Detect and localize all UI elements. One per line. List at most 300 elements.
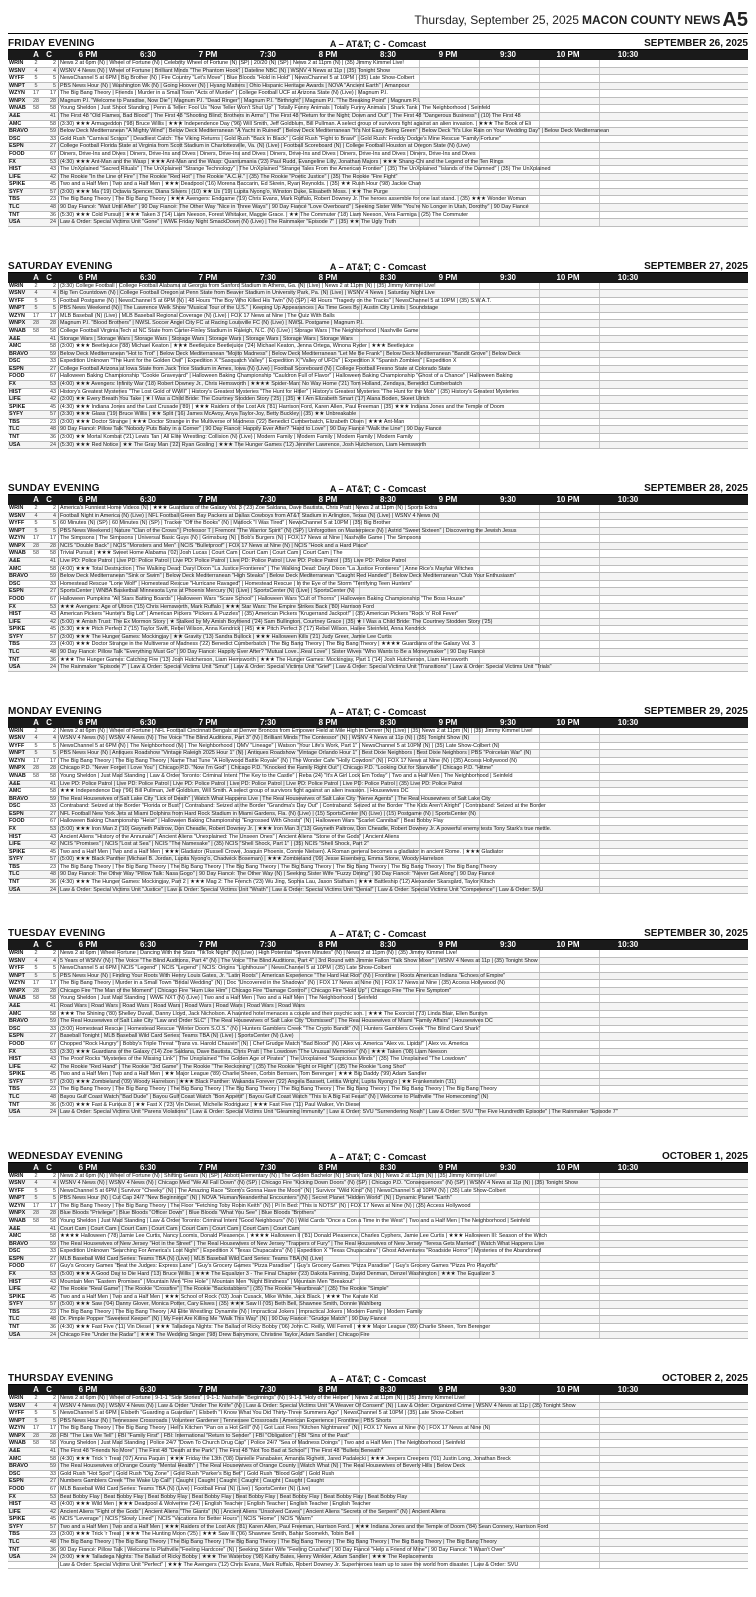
channel-number-att — [30, 1547, 42, 1554]
channel-number-comcast: 41 — [50, 335, 56, 342]
channel-number-comcast: 48 — [50, 1538, 56, 1545]
program-listing: Gold Rush "Carnival Scraps" | Deadliest Catch: The Viking Returns | Gold Rush "Back In Black" | Gold Rush "Fight to Brawl" | Gold Rush: Freddy Dodge's Mine Rescue "Family Fortune" — [60, 135, 501, 142]
program-listing: The Big Bang Theory | The Big Bang Theory | The Big Bang Theory | The Big Bang Theory | The Big Bang Theory | The Big Bang Theory | The Big Bang Theory | The Big Bang Theory — [60, 1538, 497, 1545]
channel-number-comcast: 53 — [50, 158, 56, 165]
program-listing: WSNV 4 News (N) | WSNV 4 News (N) | Chicago Med "We All Fall Down" (N) (SP) | Chicago Fire "Kicking Down Doors" (N) (SP) | Chicago P.D. "Consequences" (N) (SP) | WSNV 4 News at 11p (N) | (35) Tonight Show — [60, 1180, 578, 1187]
channel-number-att: 5 — [34, 1195, 38, 1202]
program-grid — [58, 1471, 748, 1478]
channel-row — [8, 1003, 748, 1011]
channel-number-comcast: 48 — [50, 1316, 56, 1323]
channel-number-att: 5 — [34, 965, 38, 972]
channel-number-comcast: 33 — [50, 803, 56, 810]
channel-number-att: 4 — [34, 957, 38, 964]
program-grid — [58, 535, 748, 542]
channel-number-att — [30, 1011, 42, 1018]
channel-number-comcast: 45 — [50, 403, 56, 410]
channel-number-comcast: 48 — [50, 871, 56, 878]
channel-call-sign: ESPN — [9, 588, 24, 595]
program-grid — [58, 1463, 748, 1470]
time-slot-label: 6 PM — [78, 717, 98, 727]
channel-number-comcast: 67 — [50, 1040, 56, 1047]
channel-number-comcast: 27 — [50, 1478, 56, 1485]
program-grid — [58, 743, 748, 750]
channel-number-att: 28 — [33, 765, 39, 772]
time-slot-label: 9:30 — [499, 940, 516, 949]
time-slot-label: 9:30 — [499, 272, 516, 282]
channel-row — [8, 604, 748, 612]
program-grid — [58, 396, 748, 403]
channel-number-att — [30, 596, 42, 603]
channel-number-comcast: 42 — [50, 841, 56, 848]
channel-row — [8, 411, 748, 419]
channel-call-sign: WRIN — [9, 282, 24, 289]
program-listing: Big Ten Countdown (N) | College Football Oregon at Penn State from Beaver Stadium in University Park, Pa. (N) (Live) | WSNV 4 News | Saturday Night Live — [60, 290, 435, 297]
channel-call-sign: TLC — [9, 648, 20, 655]
program-listing: Two and a Half Men | Two and a Half Men | ★★★ Gladiator (Russell Crowe, Joaquin Phoenix, Connie Nielsen). A Roman general becomes a gladiator in ancient Rome. | ★★★ Gladiator — [60, 848, 504, 855]
channel-number-comcast: 53 — [50, 826, 56, 833]
channel-call-sign: FX — [9, 158, 16, 165]
time-slot-label: 10 PM — [556, 1385, 580, 1394]
channel-call-sign: FOOD — [9, 1485, 25, 1492]
channel-row — [8, 113, 748, 121]
day-name: WEDNESDAY EVENING — [8, 1150, 124, 1162]
channel-call-sign: FX — [9, 1493, 16, 1500]
channel-number-comcast: 67 — [50, 150, 56, 157]
program-listing: PBS News Weekend (N) | The Lawrence Welk Show "Musical Tour of the U.S." | Keeping Up Appearances | As Time Goes By | Austin City Limits | Soundstage — [60, 305, 439, 312]
channel-number-att: 58 — [33, 1440, 39, 1447]
time-slot-label: 6 PM — [78, 50, 98, 59]
program-listing: PBS News Hour (N) | Cut Cap 24/7 "New Beginnings" (N) | NOVA "Human/Neanderthal Encounters" (N) | Secret Planet "Hidden World" (N) | Dynamic Planet "Earth" — [60, 1195, 452, 1202]
program-grid — [58, 1440, 748, 1447]
program-grid — [58, 980, 748, 987]
channel-call-sign: WSNV — [9, 1402, 26, 1409]
program-listing: News 2 at 6pm (N) | Wheel of Fortune | 9-1-1 "Side Stories" | 9-1-1: Nashville "Beginnings" (N) | 9-1-1 "Holy of the Helper" | News 2 at 11pm (N) | (35) Jimmy Kimmel Live! — [60, 1395, 466, 1401]
channel-number-att — [30, 1079, 42, 1086]
channel-number-comcast: 48 — [50, 1093, 56, 1100]
program-grid — [58, 305, 748, 312]
column-call-header — [8, 940, 30, 950]
program-listing: The First 48 "Old Flames, Bad Blood" | The First 48 "Shooting Blind; Brothers in Arms" | The First 48 "Return for the Night; Down and Out" | The First 48 "Dangerous Business" | (10) The First 48 — [60, 113, 521, 120]
channel-number-comcast: 58 — [50, 327, 56, 334]
channel-call-sign: WZYN — [9, 757, 25, 764]
program-grid — [58, 573, 748, 580]
program-listing: Law & Order: Special Victims Unit "Gone" | WWE Friday Night SmackDown (N) (Live) | The Rainmaker "Episode 7" | (35) ★★ The Ugly Truth — [60, 219, 397, 226]
program-grid — [58, 1539, 748, 1546]
program-listing: Below Deck Mediterranean "Hot to Trot" | Below Deck Mediterranean "Mojito Madness" | Below Deck Mediterranean "Let Me Be Frank" | Below Deck Mediterranean "Bandit Grove" | Below Deck — [60, 350, 521, 357]
channel-number-comcast: 17 — [50, 1202, 56, 1209]
channel-number-att — [30, 879, 42, 886]
channel-row — [8, 596, 748, 604]
time-slot-label: 8:30 — [379, 940, 396, 949]
channel-number-comcast: 45 — [50, 848, 56, 855]
channel-row — [8, 1271, 748, 1279]
channel-number-comcast: 4 — [53, 290, 56, 297]
channel-number-comcast: 57 — [50, 411, 56, 418]
channel-number-att: 28 — [33, 97, 39, 104]
page-date: Thursday, September 25, 2025 — [414, 12, 579, 27]
program-listing: Baseball Tonight | MLB Baseball Wild Card Series: Teams TBA (N) (Live) | SportsCenter (N) (Live) — [60, 1033, 294, 1040]
program-grid — [58, 434, 748, 441]
channel-call-sign: AMC — [9, 1455, 22, 1462]
channel-row — [8, 535, 748, 543]
channel-number-comcast: 36 — [50, 1101, 56, 1108]
program-listing: Trivial Pursuit | ★★★ Sweet Home Alabama ('02) Josh Lucas | Court Cam | Court Cam | Court Cam | Court Cam | The — [60, 550, 343, 557]
channel-number-att — [30, 1049, 42, 1056]
program-grid — [58, 1210, 748, 1217]
column-c-header: C — [46, 1162, 52, 1172]
time-slot-label: 8 PM — [318, 940, 338, 949]
program-grid — [58, 1256, 748, 1263]
program-grid — [58, 1301, 748, 1308]
channel-number-comcast: 36 — [50, 211, 56, 218]
channel-call-sign: SPIKE — [9, 848, 26, 855]
channel-row — [8, 1418, 748, 1426]
channel-number-comcast: 45 — [50, 1516, 56, 1523]
channel-call-sign: DSC — [9, 1248, 21, 1255]
channel-row — [8, 1301, 748, 1309]
channel-call-sign: TBS — [9, 641, 20, 648]
channel-call-sign: WNAB — [9, 327, 26, 334]
program-grid — [58, 634, 748, 641]
channel-number-att: 28 — [33, 1432, 39, 1439]
time-slot-label: 10 PM — [556, 272, 580, 282]
day-date: SEPTEMBER 28, 2025 — [644, 483, 748, 494]
program-grid — [58, 60, 748, 67]
channel-number-att — [30, 113, 42, 120]
day-date: SEPTEMBER 27, 2025 — [644, 260, 748, 272]
channel-number-comcast: 43 — [50, 611, 56, 618]
channel-row — [8, 1440, 748, 1448]
channel-number-att — [30, 781, 42, 788]
program-grid — [58, 1403, 748, 1410]
column-c-header: C — [46, 272, 52, 282]
program-grid — [58, 995, 748, 1002]
channel-call-sign: TNT — [9, 1324, 20, 1331]
channel-row — [8, 389, 748, 397]
channel-number-att — [30, 856, 42, 863]
channel-number-att — [30, 1301, 42, 1308]
time-slot-label: 8 PM — [318, 50, 338, 59]
program-listing: News 2 at 6pm (N) | Wheel of Fortune | NFL Football Cincinnati Bengals at Denver Broncos from Empower Field at Mile High in Denver (N) (Live) | (35) News 2 at 11pm (N) | (35) Jimmy Kimmel Live! — [60, 727, 533, 734]
channel-call-sign: TNT — [9, 1546, 20, 1553]
program-grid — [58, 1562, 748, 1569]
channel-number-att: 2 — [34, 505, 38, 511]
program-grid — [58, 196, 748, 203]
channel-number-comcast: 5 — [53, 742, 56, 749]
channel-number-comcast: 53 — [50, 381, 56, 388]
channel-row — [8, 181, 748, 189]
program-grid — [58, 166, 748, 173]
channel-number-comcast: 5 — [53, 75, 56, 82]
channel-call-sign: FOOD — [9, 818, 25, 825]
program-listing: (4:30) ★★★ The Hunger Games: Mockingjay, Part 2 | ★★★ Mag 2: The French ('23) Wu Jing, Sophia Lau, Jason Statham | ★★★ Battleship ('12) Alexander Skarsgård, Taylor Kitsch — [60, 879, 495, 886]
channel-row — [8, 1486, 748, 1494]
channel-row — [8, 1494, 748, 1502]
program-grid — [58, 1554, 748, 1561]
channel-number-comcast: 48 — [50, 426, 56, 433]
channel-row — [8, 1425, 748, 1433]
channel-row — [8, 128, 748, 136]
program-listing: (3:00) Homestead Rescue | Homestead Rescue "Winter Doom S.O.S." (N) | Hunters Gamblers Creek "The Crypto Bandit" (N) | Hunters Gamblers Creek "The Blind Card Shark" — [60, 1025, 481, 1032]
program-grid — [58, 750, 748, 757]
channel-row — [8, 826, 748, 834]
column-a-header: A — [33, 50, 39, 59]
program-listing: 90 Day Fiancé: The Other Way "Pillow Talk: Nasa Gogo" | 90 Day Fiancé: The Other Way (N) | Seeking Sister Wife "Fuzzy Dining" | 90 Day Fiancé: "Never Get Along" | 90 Day Fiancé — [60, 871, 495, 878]
channel-number-att — [30, 796, 42, 803]
channel-call-sign: WSNV — [9, 957, 26, 964]
channel-number-att — [30, 404, 42, 411]
program-grid — [58, 75, 748, 82]
channel-row — [8, 196, 748, 204]
program-grid — [58, 1102, 748, 1109]
column-c-header: C — [46, 50, 52, 59]
channel-call-sign: HIST — [9, 833, 22, 840]
channel-number-comcast: 24 — [50, 1554, 56, 1561]
day-name: SATURDAY EVENING — [8, 260, 113, 272]
program-grid — [58, 1309, 748, 1316]
channel-call-sign: SPIKE — [9, 181, 26, 188]
channel-row — [8, 442, 748, 450]
channel-number-comcast: 58 — [50, 120, 56, 127]
program-listing: Gold Rush "Hot Spot" | Gold Rush "Dig Zone" | Gold Rush "Parker's Big Bet" | Gold Rush "Blood Gold" | Gold Rush — [60, 1470, 335, 1477]
program-grid — [58, 313, 748, 320]
channel-number-comcast: 5 — [53, 750, 56, 757]
program-grid — [58, 343, 748, 350]
program-grid — [58, 1332, 748, 1339]
channel-number-comcast: 67 — [50, 373, 56, 380]
program-grid — [58, 1425, 748, 1432]
provider-legend: A – AT&T; C - Comcast — [329, 39, 427, 49]
program-listing: 60 Minutes (N) (SP) | 60 Minutes (N) (SP) | Tracker "Off the Books" (N) | Matlock "I Was Tired" | NewsChannel 5 at 10PM | (35) Big Brother — [60, 520, 391, 527]
program-listing: NewsChannel 5 at 6PM | Big Brother (N) | Fire Country "Let's Move" | Blue Bloods "Hold in Hold" | NewsChannel 5 at 10PM | (35) Late Show-Colbert — [60, 75, 415, 82]
channel-row — [8, 803, 748, 811]
channel-number-att: 5 — [34, 1417, 38, 1424]
channel-call-sign: SYFY — [9, 1078, 24, 1085]
program-listing: College Football Florida State at Virginia from Scott Stadium in Charlottesville, Va. (N) (Live) | Football Scoreboard (N) | College Football Houston at Oregon State (N) (Live) — [60, 143, 470, 150]
channel-number-comcast: 23 — [50, 863, 56, 870]
channel-number-att: 4 — [34, 735, 38, 742]
program-listing: (4:00) ★★★ Total Destruction | The Walking Dead: Daryl Dixon "La Justice Frontieres" | The Walking Dead: Daryl Dixon "La Justice Frontieres" | Anne Rice's Mayfair Witches — [60, 565, 474, 572]
program-listing: WSNV 4 News (N) | WSNV 4 News (N) | The Voice "The Blind Auditions, Part 3" (N) | Brilliant Minds "The Contessor" (N) | WSNV 4 News at 11p (N) | (35) Tonight Show (N) — [60, 735, 470, 742]
time-slot-label: 6 PM — [78, 495, 98, 504]
program-listing: The First 48 "Friends No More" | The First 48 "Death at the Park" | The First 48 "Not Too Bad at School" | The First 48 "Bullets Beneath" — [60, 1448, 383, 1455]
program-listing: The Big Bang Theory | Murder in a Small Town "Bridal Wedding" (N) | Doc "Uncovered in the Shadows" (N) | FOX 17 News at Nine (N) | FOX 17 News at Nine | (35) Access Hollywood (N) — [60, 980, 505, 987]
program-grid — [58, 298, 748, 305]
channel-number-comcast: 5 — [53, 527, 56, 534]
channel-number-comcast: 33 — [50, 358, 56, 365]
time-slot-label: 6:30 — [139, 50, 156, 59]
program-listing: (3:30) ★★★ Guardians of the Galaxy ('14) Zoe Saldana, Dave Bautista, Chris Pratt | The Lowdown "The Unusual Memories" (N) | ★★★ Taken ('08) Liam Neeson — [60, 1048, 447, 1055]
program-grid — [58, 1448, 748, 1455]
channel-row — [8, 818, 748, 826]
program-listing: Mountain Men "Eastern Promises" | Mountain Men "Fire Hole" | Mountain Men "Night Blindness" | Mountain Men "Breakout" — [60, 1278, 355, 1285]
channel-number-att — [30, 849, 42, 856]
channel-number-att — [30, 1539, 42, 1546]
channel-number-comcast: 27 — [50, 1255, 56, 1262]
channel-number-att — [30, 1064, 42, 1071]
channel-row — [8, 988, 748, 996]
channel-number-att: 58 — [33, 995, 39, 1002]
channel-row — [8, 1531, 748, 1539]
program-listing: The Proof Rocks "Mysteries of the Missing Link" | The Unxplained "The Golden Age of Pirates" | The Unxplained "Suspicious Minds" | (35) The Unxplained "The Lowdown" — [60, 1056, 467, 1063]
program-grid — [58, 1188, 748, 1195]
program-grid — [58, 788, 748, 795]
program-listing: (3:00) ★★★ Trick 'r Treat | ★★★ The Hunting Moon ('25) | ★★★ Saw III ('06) Shawnee Smith, Bahar Soomekh, Tobin Bell — [60, 1531, 354, 1538]
channel-number-att — [30, 143, 42, 150]
channel-call-sign: ESPN — [9, 810, 24, 817]
program-grid — [58, 1173, 748, 1180]
channel-call-sign: BRAVO — [9, 1018, 29, 1025]
channel-call-sign: TLC — [9, 871, 20, 878]
channel-row — [8, 320, 748, 328]
channel-number-att: 28 — [33, 1210, 39, 1217]
program-listing: Young Sheldon | Just Shoot Standing | Penn & Teller: Fool Us "Now Teller Won't Shut Up" | Totally Funny Animals | Totally Funny Animals | Shark Tank | The Neighborhood | Seinfeld — [60, 105, 491, 112]
channel-call-sign: WRIN — [9, 1172, 24, 1179]
program-grid — [58, 841, 748, 848]
time-slot-label: 9 PM — [438, 50, 458, 59]
column-call-header — [8, 1385, 30, 1395]
program-grid — [58, 505, 748, 512]
day-date: OCTOBER 1, 2025 — [662, 1150, 748, 1162]
channel-number-att — [30, 419, 42, 426]
program-listing: The Big Bang Theory | The Big Bang Theory | ★★★ Avengers: Endgame ('19) Chris Evans, Mark Ruffalo, Robert Downey Jr. The heroes assemble for one last stand. | (35) ★★★ Wonder Woman — [60, 196, 527, 203]
channel-number-comcast: 36 — [50, 879, 56, 886]
channel-number-comcast: 5 — [53, 1195, 56, 1202]
channel-row — [8, 864, 748, 872]
time-slot-label: 8 PM — [318, 717, 338, 727]
channel-number-att — [30, 841, 42, 848]
channel-row — [8, 1316, 748, 1324]
program-grid — [58, 604, 748, 611]
time-slot-label: 8 PM — [318, 1385, 338, 1394]
channel-number-comcast: 43 — [50, 1056, 56, 1063]
channel-row — [8, 581, 748, 589]
channel-call-sign: FX — [9, 1048, 16, 1055]
program-listing: (5:30) ★★★ Pitch Perfect 2 ('15) Taylor Swift, Rebel Wilson, Anna Kendrick | (45) ★★ Pitch Perfect 3 ('17) Rebel Wilson, Hailee Steinfeld, Anna Kendrick — [60, 626, 426, 633]
column-call-header — [8, 50, 30, 60]
channel-number-att — [30, 181, 42, 188]
program-grid — [58, 1501, 748, 1508]
channel-number-att — [30, 1271, 42, 1278]
channel-number-comcast: 58 — [50, 550, 56, 557]
channel-number-comcast: 58 — [50, 1010, 56, 1017]
channel-row — [8, 396, 748, 404]
program-listing: Young Sheldon | Just Mad Standing | Law & Order Toronto: Criminal Intent "Good Neighbours" (N) | Wild Cards "Once a Con a Time in the West" | Two and a Half Men | The Neighborhood | Seinfeld — [60, 1217, 530, 1224]
channel-number-comcast: 43 — [50, 166, 56, 173]
program-grid — [58, 664, 748, 671]
program-listing: Numbers Gamblers Creek "The Wake Up Call" | Caught | Caught | Caught | Caught | Caught | Caught | Caught — [60, 1478, 324, 1485]
channel-number-att — [30, 558, 42, 565]
program-listing: Football Night in America (N) (Live) | NFL Football Green Bay Packers at Dallas Cowboys from AT&T Stadium in Arlington, Texas (N) (Live) | WSNV 4 News (N) — [60, 512, 440, 519]
channel-row — [8, 143, 748, 151]
channel-call-sign: FOOD — [9, 595, 25, 602]
channel-call-sign: WNAB — [9, 995, 26, 1002]
channel-row — [8, 1203, 748, 1211]
channel-call-sign: TBS — [9, 1308, 20, 1315]
channel-call-sign: SYFY — [9, 411, 24, 418]
channel-number-att — [30, 1316, 42, 1323]
program-listing: Law & Order: Special Victims Unit "Parens Violations" | Law & Order: Special Victims Unit "Gleaming Immunity" | Law & Order: SVU "Surrendering Noah" | Law & Order: SVU "The Five Hundredth Episode" | The Rainmaker "Episode 7" — [60, 1109, 618, 1116]
channel-row — [8, 995, 748, 1003]
channel-call-sign: TLC — [9, 1316, 20, 1323]
column-a-header: A — [33, 272, 39, 282]
channel-call-sign: WYFF — [9, 1187, 25, 1194]
channel-number-att — [30, 664, 42, 671]
program-listing: (5:00) ★★★ Saw ('04) Danny Glover, Monica Potter, Cary Elwes | (35) ★★★ Saw II ('05) Beth Bell, Shawnee Smith, Donnie Wahlberg — [60, 1301, 382, 1308]
channel-number-att — [30, 864, 42, 871]
channel-row — [8, 1109, 748, 1117]
program-listing: Magnum P.I. "Welcome to Paradise, Now Die" | Magnum P.I. "Dead Ringer" | Magnum P.I. "Birthright" | Magnum P.I. "The Breaking Point" | Magnum P.I. — [60, 97, 421, 104]
program-listing: The Rookie "Red Hand" | The Rookie "3rd Game" | The Rookie "The Reckoning" | (35) The Rookie "Fight or Flight" | (35) The Rookie "Long Shot" — [60, 1063, 406, 1070]
channel-row — [8, 90, 748, 98]
channel-number-comcast: 58 — [50, 105, 56, 112]
column-a-header: A — [33, 717, 39, 727]
channel-number-att — [30, 1324, 42, 1331]
channel-number-comcast: 45 — [50, 1293, 56, 1300]
channel-row — [8, 1263, 748, 1271]
program-grid — [58, 581, 748, 588]
channel-call-sign: WYFF — [9, 75, 25, 82]
channel-row — [8, 60, 748, 68]
program-grid — [58, 121, 748, 128]
channel-call-sign: WSNV — [9, 67, 26, 74]
time-header — [8, 495, 748, 505]
channel-row — [8, 735, 748, 743]
channel-call-sign: TLC — [9, 203, 20, 210]
channel-row — [8, 1210, 748, 1218]
program-grid — [58, 159, 748, 166]
channel-number-comcast: 23 — [50, 1308, 56, 1315]
program-grid — [58, 649, 748, 656]
program-listing: American Pickers "Hunter's Big Lot" | American Pickers "Pickers & Puzzles" | (35) American Pickers "Krugerrand Jackpot!" | (35) American Pickers "Rock 'n' Roll Fever" — [60, 611, 459, 618]
channel-call-sign: SPIKE — [9, 403, 26, 410]
day-date: OCTOBER 2, 2025 — [662, 1373, 748, 1384]
program-grid — [58, 68, 748, 75]
time-slot-label: 7:30 — [259, 1162, 276, 1172]
time-slot-label: 10:30 — [617, 1385, 639, 1394]
program-listing: The Simpsons | The Simpsons | Universal Basic Guys (N) | Grimsburg (N) | Bob's Burgers (N) | FOX 17 News at Nine | Nashville Game | The Simpsons — [60, 535, 422, 542]
channel-call-sign: WYFF — [9, 1410, 25, 1417]
program-listing: Expedition Unknown "The Hunt for the Golden Owl" | Expedition X "Sasquatch Valley" | Expedition X "Valley of UFOs" | Expedition X "Spanish Zombies" | Expedition X — [60, 358, 457, 365]
channel-number-comcast: 58 — [50, 995, 56, 1002]
time-slot-label: 6:30 — [139, 1162, 156, 1172]
channel-number-att — [30, 619, 42, 626]
channel-number-att: 5 — [34, 742, 38, 749]
channel-number-comcast: 28 — [50, 1210, 56, 1217]
channel-call-sign: USA — [9, 664, 21, 671]
channel-number-att — [30, 1471, 42, 1478]
program-listing: Two and a Half Men | Two and a Half Men | ★★★ School of Rock ('03) Joan Cusack, Mike White, Jack Black. | ★★★ The Karate Kid — [60, 1293, 378, 1300]
provider-legend: A – AT&T; C - Comcast — [329, 261, 427, 272]
channel-row — [8, 1463, 748, 1471]
channel-number-att — [30, 336, 42, 343]
channel-number-comcast: 17 — [50, 1425, 56, 1432]
provider-legend: A – AT&T; C - Comcast — [329, 706, 427, 717]
program-grid — [58, 773, 748, 780]
channel-call-sign: FX — [9, 603, 16, 610]
program-grid — [58, 558, 748, 565]
program-listing: (3:00) ★★ Every Breath You Take | ★ I Was a Child Bride: The Courtney Stodden Story ('25) | (35) ★ I Am Elizabeth Smart ('17) Alana Boden, Skeet Ulrich — [60, 396, 430, 403]
program-listing: (5:00) ★ Amish Trust: The Ex Mormon Story | ★ Stalked by My Amish Boyfriend ('24) Sam Bullington, Courtney Grace | (35) ★ I Was a Child Bride: The Courtney Stodden Story ('25) — [60, 618, 493, 625]
channel-number-comcast: 23 — [50, 641, 56, 648]
channel-number-comcast: 33 — [50, 1470, 56, 1477]
channel-row — [8, 434, 748, 442]
channel-number-comcast: 59 — [50, 795, 56, 802]
channel-row — [8, 68, 748, 76]
program-listing: (5:30) ★★★ Red Notice | ★★ The Gray Man ('22) Ryan Gosling | ★★★ The Hunger Games ('12) Jennifer Lawrence, Josh Hutcherson, Liam Hemsworth — [60, 441, 427, 448]
channel-row — [8, 664, 748, 672]
channel-number-att — [30, 373, 42, 380]
